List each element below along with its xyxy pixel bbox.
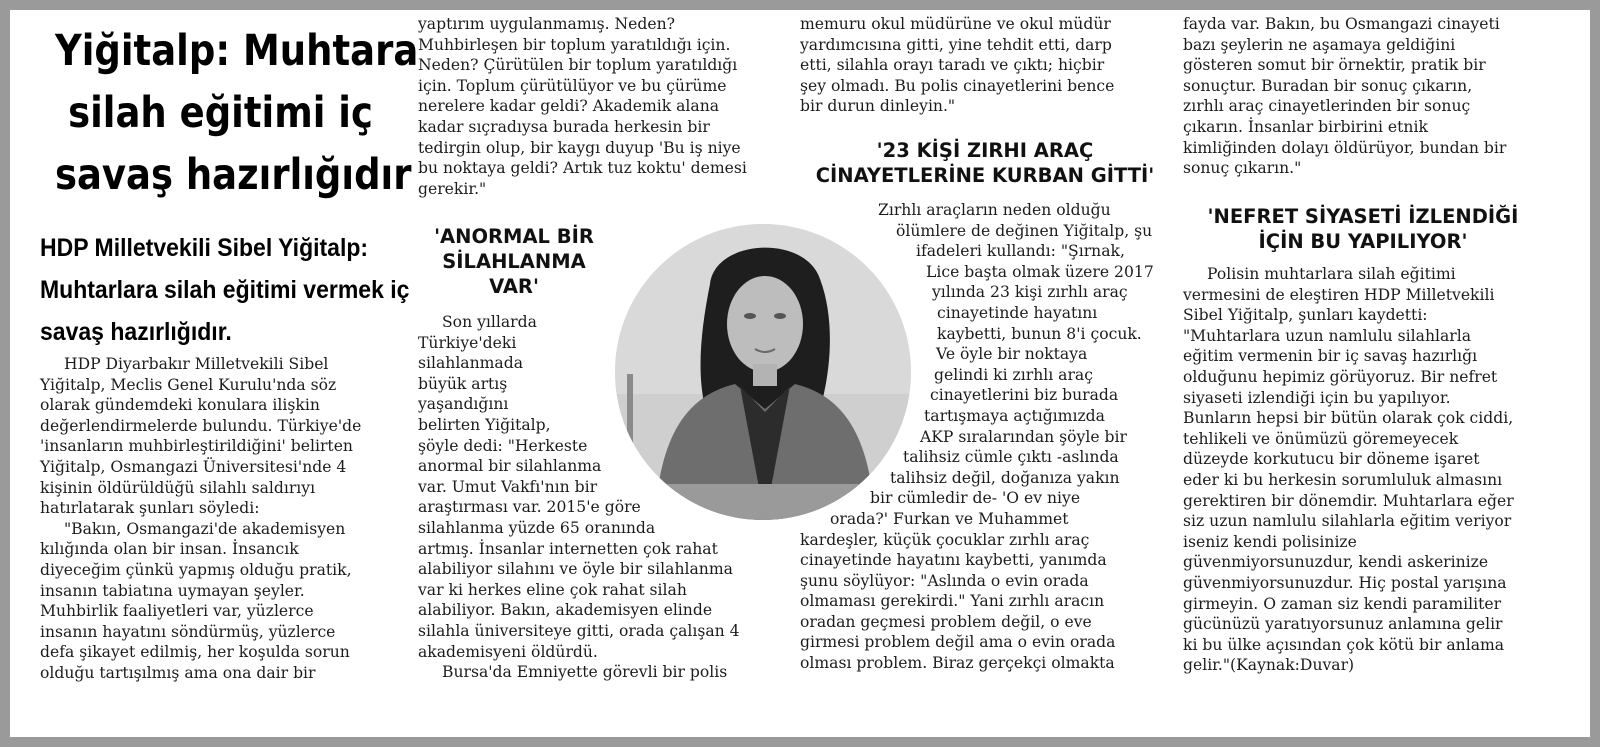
body-line: kılığında olan bir insan. İnsancık — [40, 540, 299, 559]
body-line: Polisin muhtarlara silah eğitimi — [1207, 265, 1456, 283]
subheadline-line: Muhtarlara silah eğitimi vermek iç — [40, 276, 410, 304]
body-line: bir durun dinleyin." — [800, 97, 956, 116]
body-line: kardeşler, küçük çocuklar zırhlı araç — [800, 530, 1090, 549]
body-line: "Bakın, Osmangazi'de akademisyen — [64, 519, 346, 538]
body-line: tedirgin olup, bir kaygı duyup 'Bu iş niye — [418, 138, 741, 157]
portrait-illustration — [615, 224, 911, 520]
body-line: zırhlı araç cinayetlerinden bir sonuç — [1183, 97, 1471, 116]
body-line: için. Toplum çürütülüyor ve bu çürüme — [418, 76, 727, 95]
column4-top — [1183, 14, 1506, 179]
body-line: kimliğinden dolayı öldürüyor, bundan bir — [1183, 138, 1507, 157]
body-line: şey olmadı. Bu polis cinayetlerini bence — [800, 76, 1115, 95]
body-line: gelir."(Kaynak:Duvar) — [1183, 656, 1355, 675]
body-line: Sibel Yiğitalp, şunları kaydetti: — [1183, 306, 1428, 325]
section-heading-line: 'NEFRET SİYASETİ İZLENDİĞİ — [1207, 205, 1519, 228]
section-heading-line: '23 KİŞİ ZIRHI ARAÇ — [876, 139, 1094, 162]
body-line: düzeyde korkutucu bir döneme işaret — [1183, 450, 1480, 469]
body-line: girmeyin. O zaman siz kendi paramiliter — [1183, 594, 1502, 613]
body-line: yaptırım uygulanmamış. Neden? — [418, 15, 675, 33]
body-line: çıkarın. İnsanlar birbirini etnik — [1183, 117, 1428, 136]
body-line: siz uzun namlulu silahlarla eğitim veriyor — [1183, 512, 1512, 531]
subheadline-line: savaş hazırlığıdır. — [40, 318, 232, 346]
body-line: şöyle dedi: "Herkeste — [418, 436, 588, 455]
section-heading — [1183, 204, 1543, 254]
body-line: Bunların hepsi bir bütün olarak çok ciddi, — [1183, 409, 1514, 428]
body-line: olarak gündemdeki konulara ilişkin — [40, 396, 320, 415]
body-line: sonuç çıkarın." — [1183, 159, 1302, 178]
body-line: Bursa'da Emniyette görevli bir polis — [442, 663, 728, 682]
body-line: gerekir." — [418, 179, 487, 198]
body-line: "Muhtarlara uzun namlulu silahlarla — [1183, 326, 1472, 345]
portrait-photo — [615, 224, 911, 520]
body-line: alabiliyor silahını ve öyle bir silahlanma — [418, 560, 733, 579]
body-line: Yiğitalp, Meclis Genel Kurulu'nda söz — [40, 375, 337, 394]
body-line: var. Umut Vakfı'nın bir — [418, 477, 598, 496]
body-line: silahla üniversiteye gitti, orada çalışan 4 — [418, 621, 740, 640]
section-heading — [800, 138, 1170, 188]
body-line: memuru okul müdürüne ve okul müdür — [800, 15, 1111, 33]
body-line: gerektiren bir dönemdir. Muhtarlara eğer — [1183, 491, 1514, 510]
body-line: bazı şeylerin ne aşamaya geldiğini — [1183, 35, 1456, 54]
body-line: defa şikayet edilmiş, her koşulda sorun — [40, 643, 350, 662]
body-line: bu noktaya geldi? Artık tuz koktu' demesi — [418, 159, 747, 178]
body-line: bir cümledir de- 'O ev niye — [870, 489, 1081, 508]
body-line: Türkiye'deki — [418, 333, 517, 352]
column3-top — [800, 14, 1114, 117]
body-line: talihsiz cümle çıktı -aslında — [903, 448, 1119, 467]
body-line: Muhbirlik faaliyetleri var, yüzlerce — [40, 602, 314, 621]
body-line: anormal bir silahlanma — [418, 457, 602, 476]
body-line: cinayetinde hayatını kaybetti, yanımda — [800, 551, 1107, 570]
section-heading-line: SİLAHLANMA — [442, 250, 586, 273]
headline-line: silah eğitimi iç — [68, 88, 373, 138]
column4-bottom — [1183, 264, 1514, 676]
body-line: yılında 23 kişi zırhlı araç — [932, 283, 1128, 302]
body-line: fayda var. Bakın, bu Osmangazi cinayeti — [1183, 15, 1500, 33]
body-line: yardımcısına gitti, yine tehdit etti, darp — [800, 35, 1112, 54]
body-line: şunu söylüyor: "Aslında o evin orada — [800, 571, 1089, 590]
body-line: sonuçtur. Buradan bir sonuç çıkarın, — [1183, 76, 1473, 95]
body-line: gücünüzü yaratıyorsunuz anlamına gelir — [1183, 615, 1503, 634]
body-line: tartışmaya açtığımızda — [924, 406, 1105, 425]
body-line: gösteren somut bir örnektir, pratik bir — [1183, 56, 1486, 75]
body-line: etti, silahla orayı taradı ve çıktı; hiçbir — [800, 56, 1105, 75]
headline-line: savaş hazırlığıdır — [54, 150, 412, 200]
body-line: cinayetinde hayatını — [937, 303, 1098, 322]
body-line: değerlendirmelerde bulundu. Türkiye'de — [40, 416, 362, 435]
section-heading-line: İÇİN BU YAPILIYOR' — [1258, 230, 1468, 253]
body-line: artmış. İnsanlar internetten çok rahat — [418, 539, 718, 558]
body-line: hatırlatarak şunları söyledi: — [40, 499, 260, 518]
subheadline-line: HDP Milletvekili Sibel Yiğitalp: — [40, 234, 369, 262]
body-line: alabiliyor. Bakın, akademisyen elinde — [418, 601, 713, 620]
body-line: Zırhlı araçların neden olduğu — [878, 201, 1111, 219]
headline-line: Yiğitalp: Muhtara — [54, 26, 419, 76]
body-line: Muhbirleşen bir toplum yaratıldığı için. — [418, 35, 731, 54]
body-line: gelindi ki zırhlı araç — [934, 365, 1093, 384]
body-line: belirten Yiğitalp, — [418, 415, 551, 434]
column2-top — [418, 14, 747, 199]
body-line: akademisyeni öldürdü. — [418, 642, 598, 661]
body-line: kadar sıçradıysa burada herkesin bir — [418, 117, 710, 136]
body-line: Neden? Çürütülen bir toplum yaratıldığı — [418, 56, 738, 75]
section-heading-line: 'ANORMAL BİR — [434, 225, 594, 248]
body-line: Lice başta olmak üzere 2017 — [926, 262, 1154, 281]
column1-body — [40, 354, 361, 684]
body-line: güvenmiyorsunuzdur, kendi askerinize — [1183, 553, 1489, 572]
body-line: girmesi problem değil ama o evin orada — [800, 633, 1116, 652]
body-line: var ki herkes eline çok rahat silah — [418, 580, 687, 599]
body-line: HDP Diyarbakır Milletvekili Sibel — [64, 355, 329, 373]
body-line: vermesini de eleştiren HDP Milletvekili — [1183, 285, 1495, 304]
body-line: olduğunu hepimiz görüyoruz. Bir nefret — [1183, 367, 1498, 386]
headline — [54, 20, 419, 206]
body-line: ki bu ülke açısından çok kötü bir anlama — [1183, 635, 1505, 654]
body-line: iseniz kendi polisinize — [1183, 532, 1357, 551]
body-line: Ve öyle bir noktaya — [936, 345, 1088, 364]
body-line: insanın hayatını söndürmüş, yüzlerce — [40, 622, 336, 641]
body-line: oradan geçmesi problem değil, o eve — [800, 612, 1092, 631]
body-line: cinayetlerini biz burada — [930, 386, 1119, 405]
body-line: insanın tabiatına uymayan şeyler. — [40, 581, 305, 600]
body-line: ölümlere de değinen Yiğitalp, şu — [896, 221, 1153, 240]
body-line: kaybetti, bunun 8'i çocuk. — [937, 324, 1142, 343]
body-line: yaşandığını — [418, 395, 509, 414]
body-line: araştırması var. 2015'e göre — [418, 498, 641, 517]
section-heading — [418, 224, 610, 299]
body-line: siyaseti izlendiği için bu yapılıyor. — [1183, 388, 1451, 407]
section-heading-line: CİNAYETLERİNE KURBAN GİTTİ' — [815, 164, 1155, 187]
body-line: kişinin öldürüldüğü silahlı saldırıyı — [40, 478, 316, 497]
body-line: silahlanmada — [418, 354, 524, 373]
body-line: nerelere kadar geldi? Akademik alana — [418, 97, 720, 116]
body-line: olmaması gerekirdi." Yani zırhlı aracın — [800, 592, 1105, 611]
body-line: diyeceğim çünkü yapmış olduğu pratik, — [40, 560, 352, 579]
body-line: eder ki bu herkesin sorumluluk almasını — [1183, 470, 1503, 489]
body-line: büyük artış — [418, 374, 508, 393]
subheadline — [40, 227, 410, 353]
body-line: olduğu tartışılmış ama ona dair bir — [40, 663, 316, 682]
body-line: güvenmiyorsunuzdur. Hiç postal yarışına — [1183, 573, 1507, 592]
body-line: olması problem. Biraz gerçekçi olmakta — [800, 654, 1115, 673]
body-line: AKP sıralarından şöyle bir — [920, 427, 1127, 446]
section-heading-line: VAR' — [489, 275, 539, 298]
body-line: orada?' Furkan ve Muhammet — [830, 509, 1069, 528]
body-line: Yiğitalp, Osmangazi Üniversitesi'nde 4 — [40, 457, 347, 476]
body-line: silahlanma yüzde 65 oranında — [418, 518, 656, 537]
body-line: Son yıllarda — [442, 313, 537, 331]
body-line: talihsiz değil, doğanıza yakın — [890, 468, 1120, 487]
body-line: 'insanların muhbirleştirildiğini' belirten — [40, 437, 353, 456]
body-line: tehlikeli ve önümüzü göremeyecek — [1183, 429, 1459, 448]
body-line: ifadeleri kullandı: "Şırnak, — [916, 242, 1125, 261]
body-line: eğitim vermenin bir iç savaş hazırlığı — [1183, 347, 1478, 366]
